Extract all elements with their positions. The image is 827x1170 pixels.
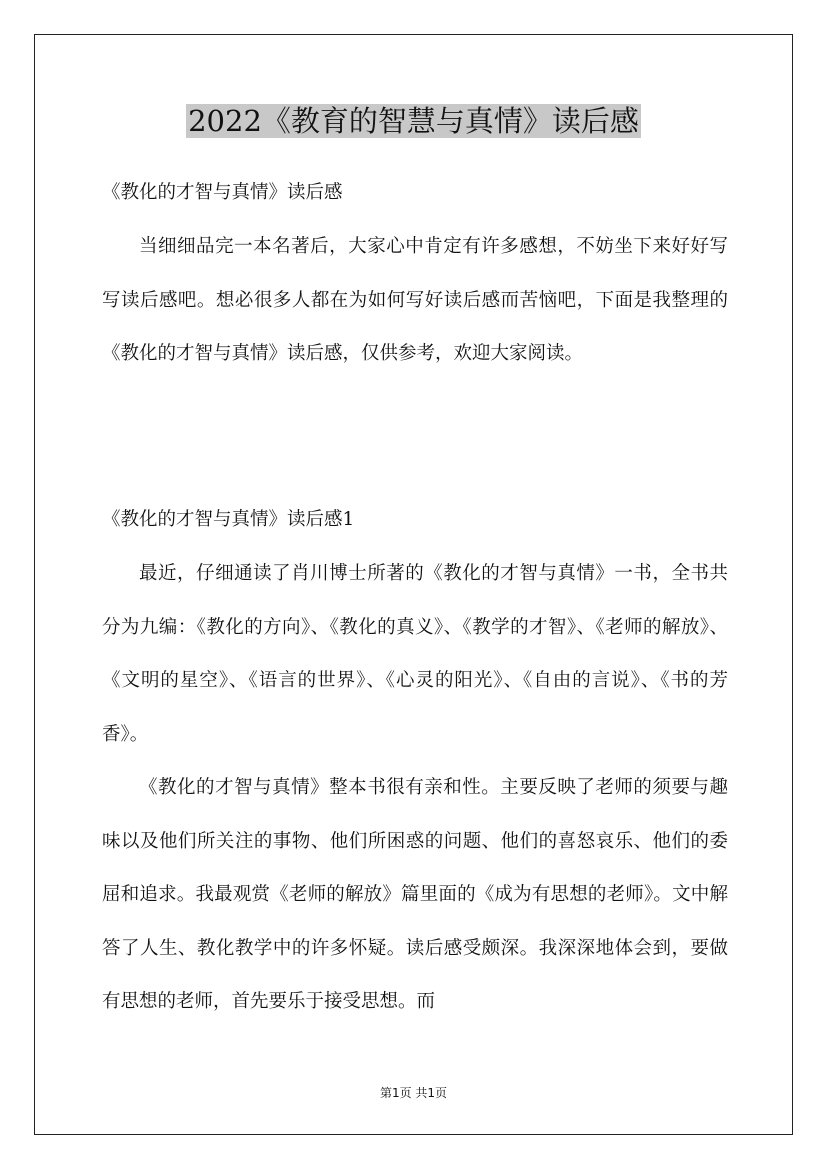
section-heading: 《教化的才智与真情》读后感 — [102, 182, 343, 203]
body-paragraph: 最近，仔细通读了肖川博士所著的《教化的才智与真情》一书，全书共分为九编：《教化的方向》、《教化的真义》、《教学的才智》、《老师的解放》、《文明的星空》、《语言的世界》、《心灵的阳光》、《自由的言说》、《书的芳香》。 — [102, 563, 728, 745]
section-heading-1: 《教化的才智与真情》读后感1 — [102, 509, 355, 530]
document-title — [0, 98, 827, 144]
body-paragraph: 《教化的才智与真情》整本书很有亲和性。主要反映了老师的须要与趣味以及他们所关注的事物、他们所困惑的问题、他们的喜怒哀乐、他们的委屈和追求。我最观赏《老师的解放》篇里面的《成为有思想的老师》。文中解答了人生、教化教学中的许多怀疑。读后感受颇深。我深深地体会到，要做有思想的老师，首先要乐于接受思想。而 — [102, 777, 728, 1012]
page-footer: 第1页 共1页 — [379, 1086, 448, 1100]
document-title-text: 2022《教育的智慧与真情》读后感 — [188, 104, 639, 138]
intro-paragraph: 当细细品完一本名著后，大家心中肯定有许多感想，不妨坐下来好好写写读后感吧。想必很多人都在为如何写好读后感而苦恼吧，下面是我整理的《教化的才智与真情》读后感，仅供参考，欢迎大家阅读。 — [102, 236, 728, 364]
